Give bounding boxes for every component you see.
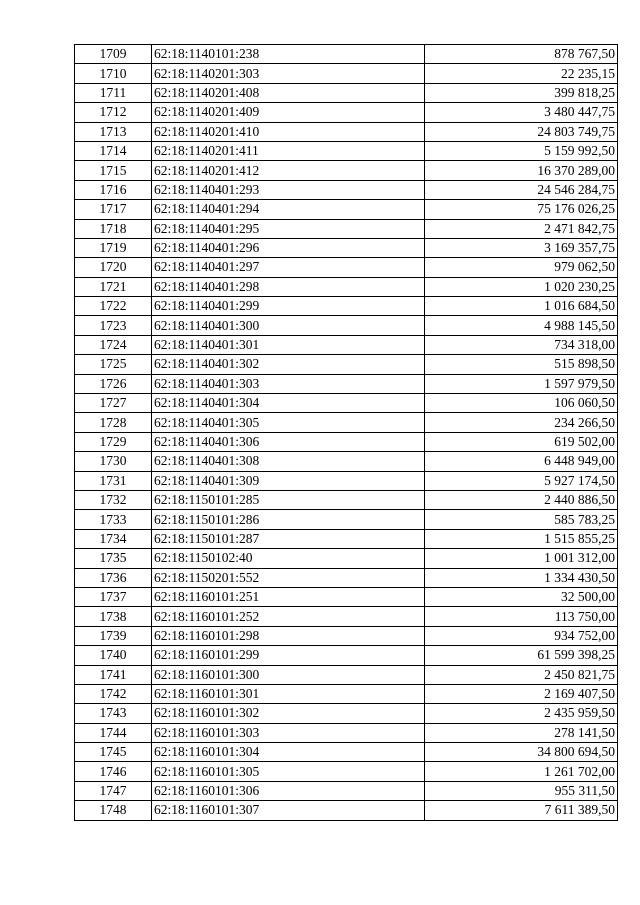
table-row xyxy=(75,801,618,820)
table-row xyxy=(75,626,618,645)
row-number-cell: 1729 xyxy=(75,432,152,451)
table-row xyxy=(75,277,618,296)
cadastral-value-cell: 2 169 407,50 xyxy=(425,684,618,703)
cadastral-value-cell: 934 752,00 xyxy=(425,626,618,645)
row-number-cell: 1740 xyxy=(75,646,152,665)
table-row xyxy=(75,510,618,529)
cadastral-number-cell: 62:18:1140401:305 xyxy=(152,413,425,432)
cadastral-number-cell: 62:18:1140401:300 xyxy=(152,316,425,335)
cadastral-value-cell: 1 001 312,00 xyxy=(425,549,618,568)
cadastral-value-cell: 32 500,00 xyxy=(425,587,618,606)
cadastral-number-cell: 62:18:1140101:238 xyxy=(152,45,425,64)
cadastral-number-cell: 62:18:1140201:412 xyxy=(152,161,425,180)
row-number-cell: 1709 xyxy=(75,45,152,64)
row-number-cell: 1746 xyxy=(75,762,152,781)
row-number-cell: 1748 xyxy=(75,801,152,820)
row-number-cell: 1712 xyxy=(75,103,152,122)
table-row xyxy=(75,549,618,568)
table-row xyxy=(75,200,618,219)
cadastral-value-cell: 113 750,00 xyxy=(425,607,618,626)
row-number-cell: 1733 xyxy=(75,510,152,529)
table-row xyxy=(75,490,618,509)
cadastral-number-cell: 62:18:1140201:408 xyxy=(152,83,425,102)
row-number-cell: 1713 xyxy=(75,122,152,141)
cadastral-value-cell: 878 767,50 xyxy=(425,45,618,64)
table-row xyxy=(75,258,618,277)
row-number-cell: 1728 xyxy=(75,413,152,432)
cadastral-number-cell: 62:18:1140401:301 xyxy=(152,335,425,354)
table-row xyxy=(75,568,618,587)
table-row xyxy=(75,413,618,432)
row-number-cell: 1741 xyxy=(75,665,152,684)
cadastral-value-table xyxy=(74,44,618,821)
cadastral-number-cell: 62:18:1150101:285 xyxy=(152,490,425,509)
cadastral-value-cell: 106 060,50 xyxy=(425,394,618,413)
row-number-cell: 1747 xyxy=(75,781,152,800)
cadastral-number-cell: 62:18:1150201:552 xyxy=(152,568,425,587)
table-row xyxy=(75,238,618,257)
cadastral-number-cell: 62:18:1140401:296 xyxy=(152,238,425,257)
cadastral-number-cell: 62:18:1140201:410 xyxy=(152,122,425,141)
row-number-cell: 1726 xyxy=(75,374,152,393)
cadastral-number-cell: 62:18:1160101:299 xyxy=(152,646,425,665)
table-row xyxy=(75,762,618,781)
cadastral-value-cell: 5 927 174,50 xyxy=(425,471,618,490)
cadastral-value-cell: 979 062,50 xyxy=(425,258,618,277)
cadastral-number-cell: 62:18:1160101:302 xyxy=(152,704,425,723)
table-row xyxy=(75,665,618,684)
table-row xyxy=(75,723,618,742)
row-number-cell: 1720 xyxy=(75,258,152,277)
table-row xyxy=(75,432,618,451)
cadastral-number-cell: 62:18:1140401:297 xyxy=(152,258,425,277)
row-number-cell: 1724 xyxy=(75,335,152,354)
cadastral-number-cell: 62:18:1140401:293 xyxy=(152,180,425,199)
table-row xyxy=(75,684,618,703)
cadastral-value-cell: 1 515 855,25 xyxy=(425,529,618,548)
document-page xyxy=(74,44,618,821)
cadastral-number-cell: 62:18:1140401:298 xyxy=(152,277,425,296)
cadastral-value-cell: 24 803 749,75 xyxy=(425,122,618,141)
cadastral-value-cell: 1 016 684,50 xyxy=(425,297,618,316)
cadastral-number-cell: 62:18:1160101:305 xyxy=(152,762,425,781)
table-row xyxy=(75,64,618,83)
table-row xyxy=(75,103,618,122)
cadastral-value-cell: 24 546 284,75 xyxy=(425,180,618,199)
row-number-cell: 1730 xyxy=(75,452,152,471)
cadastral-number-cell: 62:18:1160101:298 xyxy=(152,626,425,645)
row-number-cell: 1739 xyxy=(75,626,152,645)
cadastral-number-cell: 62:18:1150101:286 xyxy=(152,510,425,529)
cadastral-value-cell: 1 334 430,50 xyxy=(425,568,618,587)
row-number-cell: 1718 xyxy=(75,219,152,238)
cadastral-value-cell: 61 599 398,25 xyxy=(425,646,618,665)
cadastral-number-cell: 62:18:1140401:299 xyxy=(152,297,425,316)
cadastral-number-cell: 62:18:1140401:309 xyxy=(152,471,425,490)
row-number-cell: 1732 xyxy=(75,490,152,509)
table-row xyxy=(75,83,618,102)
cadastral-value-cell: 2 450 821,75 xyxy=(425,665,618,684)
table-row xyxy=(75,161,618,180)
row-number-cell: 1727 xyxy=(75,394,152,413)
cadastral-value-cell: 734 318,00 xyxy=(425,335,618,354)
table-row xyxy=(75,781,618,800)
row-number-cell: 1725 xyxy=(75,355,152,374)
cadastral-number-cell: 62:18:1160101:252 xyxy=(152,607,425,626)
cadastral-number-cell: 62:18:1150101:287 xyxy=(152,529,425,548)
cadastral-number-cell: 62:18:1140401:294 xyxy=(152,200,425,219)
table-row xyxy=(75,394,618,413)
table-row xyxy=(75,180,618,199)
row-number-cell: 1734 xyxy=(75,529,152,548)
cadastral-value-cell: 7 611 389,50 xyxy=(425,801,618,820)
table-row xyxy=(75,452,618,471)
table-row xyxy=(75,355,618,374)
cadastral-number-cell: 62:18:1160101:304 xyxy=(152,743,425,762)
cadastral-number-cell: 62:18:1160101:251 xyxy=(152,587,425,606)
table-row xyxy=(75,316,618,335)
cadastral-number-cell: 62:18:1140401:308 xyxy=(152,452,425,471)
table-row xyxy=(75,297,618,316)
table-row xyxy=(75,141,618,160)
cadastral-value-cell: 6 448 949,00 xyxy=(425,452,618,471)
table-row xyxy=(75,587,618,606)
cadastral-number-cell: 62:18:1140201:303 xyxy=(152,64,425,83)
cadastral-value-cell: 1 020 230,25 xyxy=(425,277,618,296)
cadastral-number-cell: 62:18:1160101:307 xyxy=(152,801,425,820)
table-body xyxy=(75,45,618,821)
row-number-cell: 1744 xyxy=(75,723,152,742)
cadastral-value-cell: 34 800 694,50 xyxy=(425,743,618,762)
cadastral-value-cell: 16 370 289,00 xyxy=(425,161,618,180)
cadastral-value-cell: 2 471 842,75 xyxy=(425,219,618,238)
row-number-cell: 1743 xyxy=(75,704,152,723)
cadastral-value-cell: 1 597 979,50 xyxy=(425,374,618,393)
row-number-cell: 1742 xyxy=(75,684,152,703)
row-number-cell: 1731 xyxy=(75,471,152,490)
row-number-cell: 1717 xyxy=(75,200,152,219)
cadastral-value-cell: 2 435 959,50 xyxy=(425,704,618,723)
cadastral-number-cell: 62:18:1160101:301 xyxy=(152,684,425,703)
cadastral-value-cell: 955 311,50 xyxy=(425,781,618,800)
table-row xyxy=(75,471,618,490)
cadastral-value-cell: 2 440 886,50 xyxy=(425,490,618,509)
row-number-cell: 1723 xyxy=(75,316,152,335)
table-row xyxy=(75,646,618,665)
cadastral-number-cell: 62:18:1140201:409 xyxy=(152,103,425,122)
cadastral-value-cell: 3 480 447,75 xyxy=(425,103,618,122)
cadastral-value-cell: 585 783,25 xyxy=(425,510,618,529)
cadastral-value-cell: 619 502,00 xyxy=(425,432,618,451)
row-number-cell: 1736 xyxy=(75,568,152,587)
row-number-cell: 1737 xyxy=(75,587,152,606)
table-row xyxy=(75,743,618,762)
row-number-cell: 1719 xyxy=(75,238,152,257)
cadastral-value-cell: 3 169 357,75 xyxy=(425,238,618,257)
cadastral-value-cell: 1 261 702,00 xyxy=(425,762,618,781)
row-number-cell: 1738 xyxy=(75,607,152,626)
cadastral-value-cell: 399 818,25 xyxy=(425,83,618,102)
table-row xyxy=(75,374,618,393)
table-row xyxy=(75,45,618,64)
row-number-cell: 1716 xyxy=(75,180,152,199)
row-number-cell: 1714 xyxy=(75,141,152,160)
cadastral-number-cell: 62:18:1140401:304 xyxy=(152,394,425,413)
cadastral-number-cell: 62:18:1140401:303 xyxy=(152,374,425,393)
table-row xyxy=(75,219,618,238)
cadastral-value-cell: 515 898,50 xyxy=(425,355,618,374)
cadastral-number-cell: 62:18:1140401:295 xyxy=(152,219,425,238)
table-row xyxy=(75,607,618,626)
cadastral-number-cell: 62:18:1140401:306 xyxy=(152,432,425,451)
cadastral-number-cell: 62:18:1150102:40 xyxy=(152,549,425,568)
cadastral-value-cell: 22 235,15 xyxy=(425,64,618,83)
cadastral-value-cell: 278 141,50 xyxy=(425,723,618,742)
cadastral-value-cell: 75 176 026,25 xyxy=(425,200,618,219)
row-number-cell: 1715 xyxy=(75,161,152,180)
table-row xyxy=(75,122,618,141)
table-row xyxy=(75,704,618,723)
row-number-cell: 1735 xyxy=(75,549,152,568)
row-number-cell: 1722 xyxy=(75,297,152,316)
cadastral-number-cell: 62:18:1140201:411 xyxy=(152,141,425,160)
row-number-cell: 1745 xyxy=(75,743,152,762)
cadastral-number-cell: 62:18:1160101:306 xyxy=(152,781,425,800)
cadastral-number-cell: 62:18:1140401:302 xyxy=(152,355,425,374)
row-number-cell: 1711 xyxy=(75,83,152,102)
table-row xyxy=(75,335,618,354)
cadastral-value-cell: 5 159 992,50 xyxy=(425,141,618,160)
table-row xyxy=(75,529,618,548)
row-number-cell: 1710 xyxy=(75,64,152,83)
cadastral-value-cell: 234 266,50 xyxy=(425,413,618,432)
cadastral-value-cell: 4 988 145,50 xyxy=(425,316,618,335)
cadastral-number-cell: 62:18:1160101:303 xyxy=(152,723,425,742)
row-number-cell: 1721 xyxy=(75,277,152,296)
cadastral-number-cell: 62:18:1160101:300 xyxy=(152,665,425,684)
